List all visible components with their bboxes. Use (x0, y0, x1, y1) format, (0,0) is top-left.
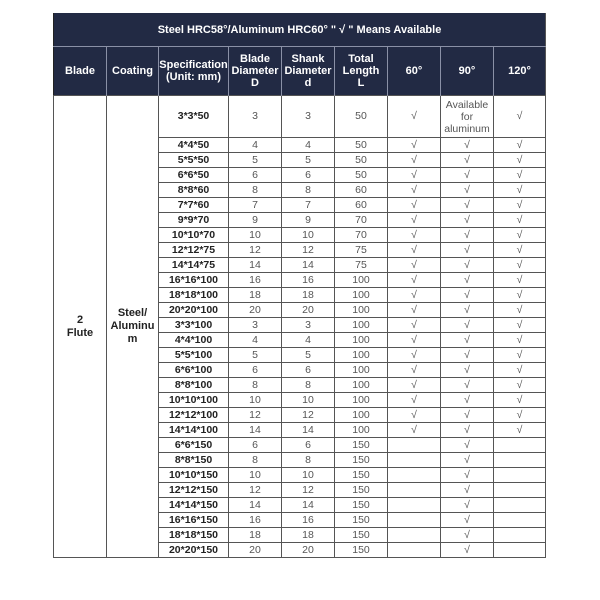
spec-cell: 8*8*100 (159, 378, 229, 393)
blade-diameter-cell: 20 (229, 303, 282, 318)
spec-cell: 5*5*50 (159, 153, 229, 168)
shank-diameter-cell: 3 (282, 96, 335, 138)
header-shank-d-line1: Shank (291, 53, 325, 65)
angle-120-cell (494, 468, 546, 483)
spec-cell: 16*16*150 (159, 513, 229, 528)
shank-diameter-cell: 10 (282, 468, 335, 483)
angle-120-cell: √ (494, 333, 546, 348)
shank-diameter-cell: 7 (282, 198, 335, 213)
angle-120-cell (494, 528, 546, 543)
angle-60-cell: √ (388, 393, 441, 408)
angle-90-cell: √ (441, 213, 494, 228)
blade-line1: 2 (76, 313, 84, 326)
shank-diameter-cell: 3 (282, 318, 335, 333)
coating-line3: m (127, 333, 138, 345)
blade-diameter-cell: 4 (229, 333, 282, 348)
total-length-cell: 50 (335, 168, 388, 183)
shank-diameter-cell: 6 (282, 438, 335, 453)
blade-diameter-cell: 20 (229, 543, 282, 558)
shank-diameter-cell: 8 (282, 183, 335, 198)
blade-diameter-cell: 12 (229, 243, 282, 258)
header-blade-d-line1: Blade (240, 53, 270, 65)
angle-120-cell (494, 453, 546, 468)
blade-line2: Flute (66, 326, 94, 339)
shank-diameter-cell: 18 (282, 288, 335, 303)
angle-90-cell: √ (441, 528, 494, 543)
blade-diameter-cell: 10 (229, 468, 282, 483)
blade-diameter-cell: 18 (229, 288, 282, 303)
angle-90-cell: √ (441, 363, 494, 378)
shank-diameter-cell: 8 (282, 453, 335, 468)
header-shank-d-line3: d (304, 77, 312, 89)
spec-cell: 6*6*100 (159, 363, 229, 378)
total-length-cell: 50 (335, 96, 388, 138)
angle-60-cell: √ (388, 348, 441, 363)
angle-90-cell: √ (441, 138, 494, 153)
header-blade-diameter (229, 47, 282, 96)
header-total-l-line3: L (357, 77, 365, 89)
spec-cell: 18*18*150 (159, 528, 229, 543)
angle-60-cell: √ (388, 198, 441, 213)
spec-cell: 10*10*100 (159, 393, 229, 408)
angle-60-cell: √ (388, 288, 441, 303)
shank-diameter-cell: 20 (282, 303, 335, 318)
table-row (54, 96, 546, 138)
angle-120-cell: √ (494, 258, 546, 273)
angle-90-cell: √ (441, 303, 494, 318)
angle-120-cell: √ (494, 378, 546, 393)
table-title: Steel HRC58°/Aluminum HRC60° " √ " Means Available (54, 13, 546, 47)
blade-diameter-cell: 12 (229, 483, 282, 498)
shank-diameter-cell: 16 (282, 513, 335, 528)
angle-90-cell: √ (441, 483, 494, 498)
angle-60-cell: √ (388, 363, 441, 378)
coating-line1: Steel/ (117, 307, 148, 319)
table-body (54, 96, 546, 558)
angle-120-cell: √ (494, 96, 546, 138)
angle-120-cell: √ (494, 348, 546, 363)
shank-diameter-cell: 8 (282, 378, 335, 393)
shank-diameter-cell: 12 (282, 408, 335, 423)
blade-diameter-cell: 12 (229, 408, 282, 423)
spec-cell: 14*14*150 (159, 498, 229, 513)
angle-60-cell (388, 438, 441, 453)
header-total-length (335, 47, 388, 96)
blade-diameter-cell: 14 (229, 498, 282, 513)
blade-diameter-cell: 14 (229, 258, 282, 273)
total-length-cell: 50 (335, 138, 388, 153)
angle-60-cell: √ (388, 213, 441, 228)
angle-60-cell: √ (388, 183, 441, 198)
angle-60-cell: √ (388, 303, 441, 318)
header-blade: Blade (54, 47, 107, 96)
blade-diameter-cell: 8 (229, 183, 282, 198)
angle-120-cell (494, 438, 546, 453)
blade-diameter-cell: 4 (229, 138, 282, 153)
angle-90-cell: √ (441, 453, 494, 468)
angle-90-cell: √ (441, 243, 494, 258)
angle-60-cell (388, 453, 441, 468)
total-length-cell: 100 (335, 273, 388, 288)
angle-60-cell: √ (388, 168, 441, 183)
angle-60-cell (388, 513, 441, 528)
total-length-cell: 100 (335, 303, 388, 318)
spec-cell: 6*6*50 (159, 168, 229, 183)
angle-120-cell: √ (494, 273, 546, 288)
angle-120-cell: √ (494, 168, 546, 183)
angle-90-cell: √ (441, 423, 494, 438)
angle-90-cell: √ (441, 438, 494, 453)
total-length-cell: 100 (335, 288, 388, 303)
spec-cell: 6*6*150 (159, 438, 229, 453)
spec-table-container (53, 13, 545, 558)
angle-60-cell: √ (388, 138, 441, 153)
spec-cell: 8*8*60 (159, 183, 229, 198)
blade-diameter-cell: 18 (229, 528, 282, 543)
angle-120-cell (494, 543, 546, 558)
angle-120-cell: √ (494, 198, 546, 213)
shank-diameter-cell: 14 (282, 258, 335, 273)
total-length-cell: 100 (335, 423, 388, 438)
angle-120-cell: √ (494, 393, 546, 408)
angle-120-cell: √ (494, 318, 546, 333)
angle-60-cell: √ (388, 378, 441, 393)
blade-diameter-cell: 5 (229, 153, 282, 168)
angle-90-cell: √ (441, 348, 494, 363)
spec-cell: 12*12*150 (159, 483, 229, 498)
header-90-degree: 90° (441, 47, 494, 96)
total-length-cell: 150 (335, 528, 388, 543)
blade-diameter-cell: 6 (229, 168, 282, 183)
angle-90-cell: √ (441, 198, 494, 213)
angle-120-cell (494, 498, 546, 513)
angle-90-cell: √ (441, 498, 494, 513)
header-spec-line2: (Unit: mm) (166, 71, 221, 83)
column-header-row (54, 47, 546, 96)
total-length-cell: 100 (335, 393, 388, 408)
total-length-cell: 100 (335, 333, 388, 348)
shank-diameter-cell: 6 (282, 363, 335, 378)
angle-90-cell: √ (441, 513, 494, 528)
spec-cell: 14*14*100 (159, 423, 229, 438)
angle-60-cell (388, 483, 441, 498)
angle-90-cell: √ (441, 543, 494, 558)
angle-60-cell: √ (388, 423, 441, 438)
shank-diameter-cell: 18 (282, 528, 335, 543)
spec-cell: 4*4*100 (159, 333, 229, 348)
spec-cell: 12*12*100 (159, 408, 229, 423)
header-blade-d-line2: Diameter (231, 65, 279, 77)
angle-120-cell: √ (494, 153, 546, 168)
total-length-cell: 70 (335, 213, 388, 228)
angle-60-cell: √ (388, 258, 441, 273)
angle-90-cell: √ (441, 183, 494, 198)
angle-90-cell: √ (441, 153, 494, 168)
blade-diameter-cell: 10 (229, 228, 282, 243)
angle-90-cell: √ (441, 318, 494, 333)
spec-cell: 3*3*100 (159, 318, 229, 333)
angle-90-cell: √ (441, 333, 494, 348)
angle-60-cell: √ (388, 228, 441, 243)
total-length-cell: 70 (335, 228, 388, 243)
total-length-cell: 150 (335, 498, 388, 513)
spec-cell: 10*10*70 (159, 228, 229, 243)
angle-120-cell (494, 513, 546, 528)
angle-60-cell (388, 468, 441, 483)
header-total-l-line2: Length (342, 65, 380, 77)
spec-cell: 9*9*70 (159, 213, 229, 228)
angle-120-cell: √ (494, 288, 546, 303)
angle-60-cell (388, 528, 441, 543)
total-length-cell: 100 (335, 318, 388, 333)
spec-cell: 18*18*100 (159, 288, 229, 303)
angle-120-cell: √ (494, 408, 546, 423)
shank-diameter-cell: 10 (282, 228, 335, 243)
shank-diameter-cell: 9 (282, 213, 335, 228)
blade-diameter-cell: 5 (229, 348, 282, 363)
angle-60-cell: √ (388, 273, 441, 288)
spec-cell: 20*20*100 (159, 303, 229, 318)
spec-cell: 3*3*50 (159, 96, 229, 138)
angle-90-cell: √ (441, 168, 494, 183)
blade-diameter-cell: 3 (229, 96, 282, 138)
header-120-degree: 120° (494, 47, 546, 96)
spec-cell: 16*16*100 (159, 273, 229, 288)
angle-60-cell: √ (388, 153, 441, 168)
total-length-cell: 150 (335, 483, 388, 498)
shank-diameter-cell: 6 (282, 168, 335, 183)
spec-cell: 4*4*50 (159, 138, 229, 153)
header-60-degree: 60° (388, 47, 441, 96)
blade-cell (54, 96, 107, 558)
angle-60-cell (388, 543, 441, 558)
shank-diameter-cell: 4 (282, 333, 335, 348)
shank-diameter-cell: 5 (282, 153, 335, 168)
header-total-l-line1: Total (348, 53, 374, 65)
angle-90-cell: √ (441, 378, 494, 393)
angle-120-cell: √ (494, 138, 546, 153)
total-length-cell: 75 (335, 243, 388, 258)
shank-diameter-cell: 14 (282, 498, 335, 513)
angle-60-cell: √ (388, 318, 441, 333)
blade-diameter-cell: 8 (229, 453, 282, 468)
coating-line2: Aluminu (110, 320, 155, 332)
blade-diameter-cell: 6 (229, 363, 282, 378)
spec-cell: 20*20*150 (159, 543, 229, 558)
blade-diameter-cell: 3 (229, 318, 282, 333)
total-length-cell: 150 (335, 513, 388, 528)
angle-120-cell: √ (494, 228, 546, 243)
total-length-cell: 150 (335, 468, 388, 483)
angle-90-cell: √ (441, 228, 494, 243)
angle-90-cell: √ (441, 393, 494, 408)
header-blade-d-line3: D (251, 77, 259, 89)
angle-60-cell: √ (388, 96, 441, 138)
angle-90-cell: √ (441, 273, 494, 288)
total-length-cell: 60 (335, 198, 388, 213)
spec-cell: 10*10*150 (159, 468, 229, 483)
angle-120-cell: √ (494, 213, 546, 228)
shank-diameter-cell: 12 (282, 483, 335, 498)
angle-90-cell (441, 96, 494, 138)
header-shank-diameter (282, 47, 335, 96)
angle-120-cell: √ (494, 183, 546, 198)
spec-cell: 5*5*100 (159, 348, 229, 363)
total-length-cell: 100 (335, 363, 388, 378)
header-shank-d-line2: Diameter (284, 65, 332, 77)
angle-120-cell: √ (494, 423, 546, 438)
angle-60-cell: √ (388, 408, 441, 423)
angle-60-cell: √ (388, 243, 441, 258)
angle-60-cell (388, 498, 441, 513)
shank-diameter-cell: 5 (282, 348, 335, 363)
blade-diameter-cell: 7 (229, 198, 282, 213)
total-length-cell: 150 (335, 453, 388, 468)
shank-diameter-cell: 20 (282, 543, 335, 558)
blade-diameter-cell: 9 (229, 213, 282, 228)
total-length-cell: 100 (335, 408, 388, 423)
blade-diameter-cell: 16 (229, 513, 282, 528)
spec-table (53, 13, 546, 558)
coating-cell (107, 96, 159, 558)
spec-cell: 7*7*60 (159, 198, 229, 213)
spec-cell: 12*12*75 (159, 243, 229, 258)
total-length-cell: 60 (335, 183, 388, 198)
blade-diameter-cell: 8 (229, 378, 282, 393)
shank-diameter-cell: 4 (282, 138, 335, 153)
angle-120-cell: √ (494, 303, 546, 318)
total-length-cell: 150 (335, 438, 388, 453)
angle-90-cell: √ (441, 408, 494, 423)
header-specification (159, 47, 229, 96)
angle-120-cell: √ (494, 363, 546, 378)
note-line2: for (460, 110, 474, 123)
spec-cell: 8*8*150 (159, 453, 229, 468)
blade-diameter-cell: 16 (229, 273, 282, 288)
shank-diameter-cell: 16 (282, 273, 335, 288)
angle-90-cell: √ (441, 288, 494, 303)
spec-cell: 14*14*75 (159, 258, 229, 273)
note-line3: aluminum (444, 122, 490, 135)
header-coating: Coating (107, 47, 159, 96)
shank-diameter-cell: 14 (282, 423, 335, 438)
angle-120-cell (494, 483, 546, 498)
blade-diameter-cell: 10 (229, 393, 282, 408)
angle-60-cell: √ (388, 333, 441, 348)
angle-120-cell: √ (494, 243, 546, 258)
shank-diameter-cell: 12 (282, 243, 335, 258)
total-length-cell: 75 (335, 258, 388, 273)
total-length-cell: 50 (335, 153, 388, 168)
angle-90-cell: √ (441, 258, 494, 273)
total-length-cell: 100 (335, 378, 388, 393)
total-length-cell: 100 (335, 348, 388, 363)
header-spec-line1: Specification (159, 59, 228, 71)
blade-diameter-cell: 6 (229, 438, 282, 453)
total-length-cell: 150 (335, 543, 388, 558)
angle-90-cell: √ (441, 468, 494, 483)
note-line1: Available (445, 98, 489, 111)
blade-diameter-cell: 14 (229, 423, 282, 438)
shank-diameter-cell: 10 (282, 393, 335, 408)
